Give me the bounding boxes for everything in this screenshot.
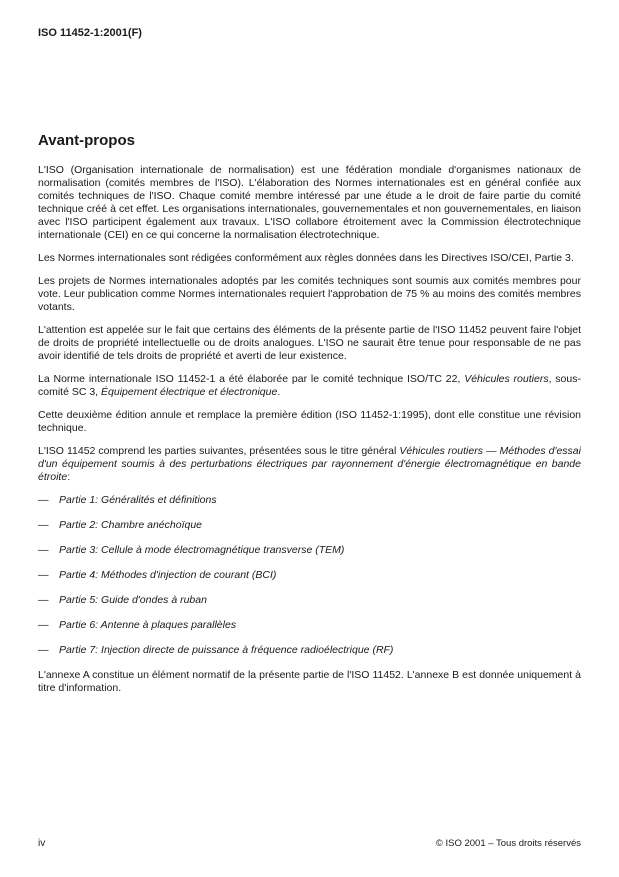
paragraph-segment: : [67,471,71,483]
paragraph-segment: L'attention est appelée sur le fait que certains des éléments de la présente partie de l'ISO 11452 peuvent faire l'objet de droits de propriété intellectuelle ou de droits analogues. L'ISO ne saurait être tenue pour responsable de ne pas avoir identifié de tels droits de propriété et averti de leur existence. [38,324,581,362]
section-title: Avant-propos [38,132,135,149]
list-item [38,619,581,632]
paragraph-segment-italic: Équipement électrique et électronique [101,386,278,398]
paragraph-segment: Les projets de Normes internationales adoptés par les comités techniques sont soumis aux comités membres pour vote. Leur publication comme Normes internationales requiert l'approbation de 75 % au moins des comités membres votants. [38,275,581,313]
body-paragraph [38,164,581,242]
list-item-label: Partie 3: Cellule à mode électromagnétique transverse (TEM) [59,544,345,556]
body-paragraph [38,275,581,314]
paragraph-segment: , sous-comité SC 3, [38,373,581,398]
list-dash-marker: — [38,494,49,506]
paragraph-segment-italic: Véhicules routiers — Méthodes d'essai d'un équipement soumis à des perturbations électriques par rayonnement d'énergie électromagnétique en bande étroite [38,445,581,483]
page-content [38,133,581,695]
list-item-label: Partie 6: Antenne à plaques parallèles [59,619,237,631]
list-item-label: Partie 7: Injection directe de puissance à fréquence radioélectrique (RF) [59,644,394,656]
list-item [38,594,581,607]
paragraph-segment: L'ISO 11452 comprend les parties suivantes, présentées sous le titre général [38,445,400,457]
paragraph-segment: La Norme internationale ISO 11452-1 a été élaborée par le comité technique ISO/TC 22, [38,373,465,385]
copyright-notice: © ISO 2001 – Tous droits réservés [435,838,581,849]
list-item-label: Partie 4: Méthodes d'injection de courant (BCI) [59,569,277,581]
closing-paragraph: L'annexe A constitue un élément normatif de la présente partie de l'ISO 11452. L'annexe B est donnée uniquement à titre d'information. [38,669,581,694]
list-dash-marker: — [38,519,49,531]
list-dash-marker: — [38,569,49,581]
paragraph-segment: Cette deuxième édition annule et remplace la première édition (ISO 11452-1:1995), dont elle constitue une révision technique. [38,409,581,434]
list-dash-marker: — [38,644,49,656]
body-paragraph [38,445,581,484]
body-paragraph [38,324,581,363]
list-item [38,494,581,507]
list-item [38,644,581,657]
body-paragraph [38,252,581,265]
body-paragraph [38,409,581,435]
page-number: iv [38,838,46,849]
list-dash-marker: — [38,594,49,606]
list-item [38,569,581,582]
list-dash-marker: — [38,619,49,631]
body-paragraph [38,373,581,399]
list-dash-marker: — [38,544,49,556]
running-header-doc-reference: ISO 11452-1:2001(F) [38,27,142,39]
body-paragraphs [38,164,581,484]
list-item-label: Partie 5: Guide d'ondes à ruban [59,594,207,606]
paragraph-segment-italic: Véhicules routiers [464,373,549,385]
paragraph-segment: L'ISO (Organisation internationale de normalisation) est une fédération mondiale d'organismes nationaux de normalisation (comités membres de l'ISO). L'élaboration des Normes internationales est en général confiée aux comités techniques de l'ISO. Chaque comité membre intéressé par une étude a le droit de faire partie du comité technique créé à cet effet. Les organisations internationales, gouvernementales et non gouvernementales, en liaison avec l'ISO participent également aux travaux. L'ISO collabore étroitement avec la Commission électrotechnique internationale (CEI) en ce qui concerne la normalisation électrotechnique. [38,164,581,241]
list-item-label: Partie 2: Chambre anéchoïque [59,519,203,531]
list-item [38,544,581,557]
parts-list [38,494,581,657]
list-item-label: Partie 1: Généralités et définitions [59,494,217,506]
paragraph-segment: Les Normes internationales sont rédigées conformément aux règles données dans les Directives ISO/CEI, Partie 3. [38,252,574,264]
page-footer [38,838,581,849]
list-item [38,519,581,532]
paragraph-segment: . [277,386,281,398]
